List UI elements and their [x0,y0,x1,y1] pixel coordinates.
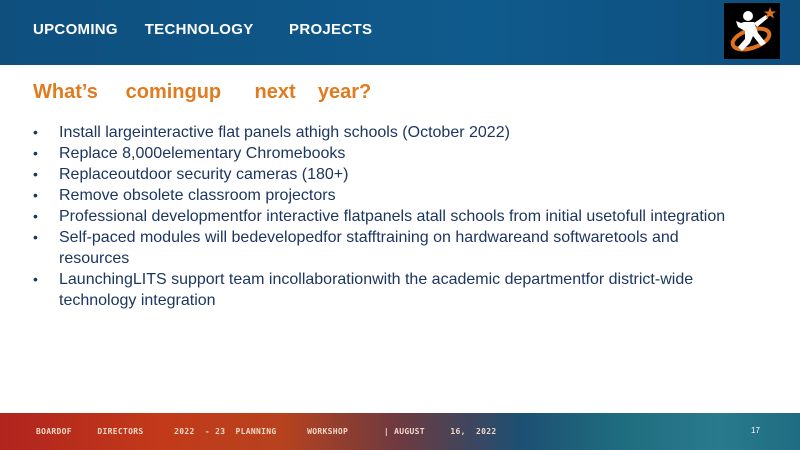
header-bar [0,0,800,65]
bullet-item: • Replaceoutdoor security cameras (180+) [33,164,743,185]
bullet-item: • Self-paced modules will bedevelopedfor stafftraining on hardwareand softwaretools and resources [33,227,743,269]
section-title: UPCOMING TECHNOLOGY PROJECTS [33,21,373,38]
bullet-item: • Professional developmentfor interactive flatpanels atall schools from initial usetofull integration [33,206,743,227]
bullet-item: • Remove obsolete classroom projectors [33,185,743,206]
runner-star-logo-icon [724,3,780,59]
bullet-item: • Replace 8,000elementary Chromebooks [33,143,743,164]
footer-caption: BOARDOF DIRECTORS 2022 - 23 PLANNING WORKSHOP | AUGUST 16, 2022 [36,427,497,436]
bullet-item: • LaunchingLITS support team incollaborationwith the academic departmentfor district-wide technology integration [33,269,743,311]
bullet-item: • Install largeinteractive flat panels athigh schools (October 2022) [33,122,743,143]
bullet-list [33,122,743,311]
slide-subtitle: What’s comingup next year? [33,81,372,103]
page-number: 17 [751,426,760,435]
footer-bar [0,413,800,450]
